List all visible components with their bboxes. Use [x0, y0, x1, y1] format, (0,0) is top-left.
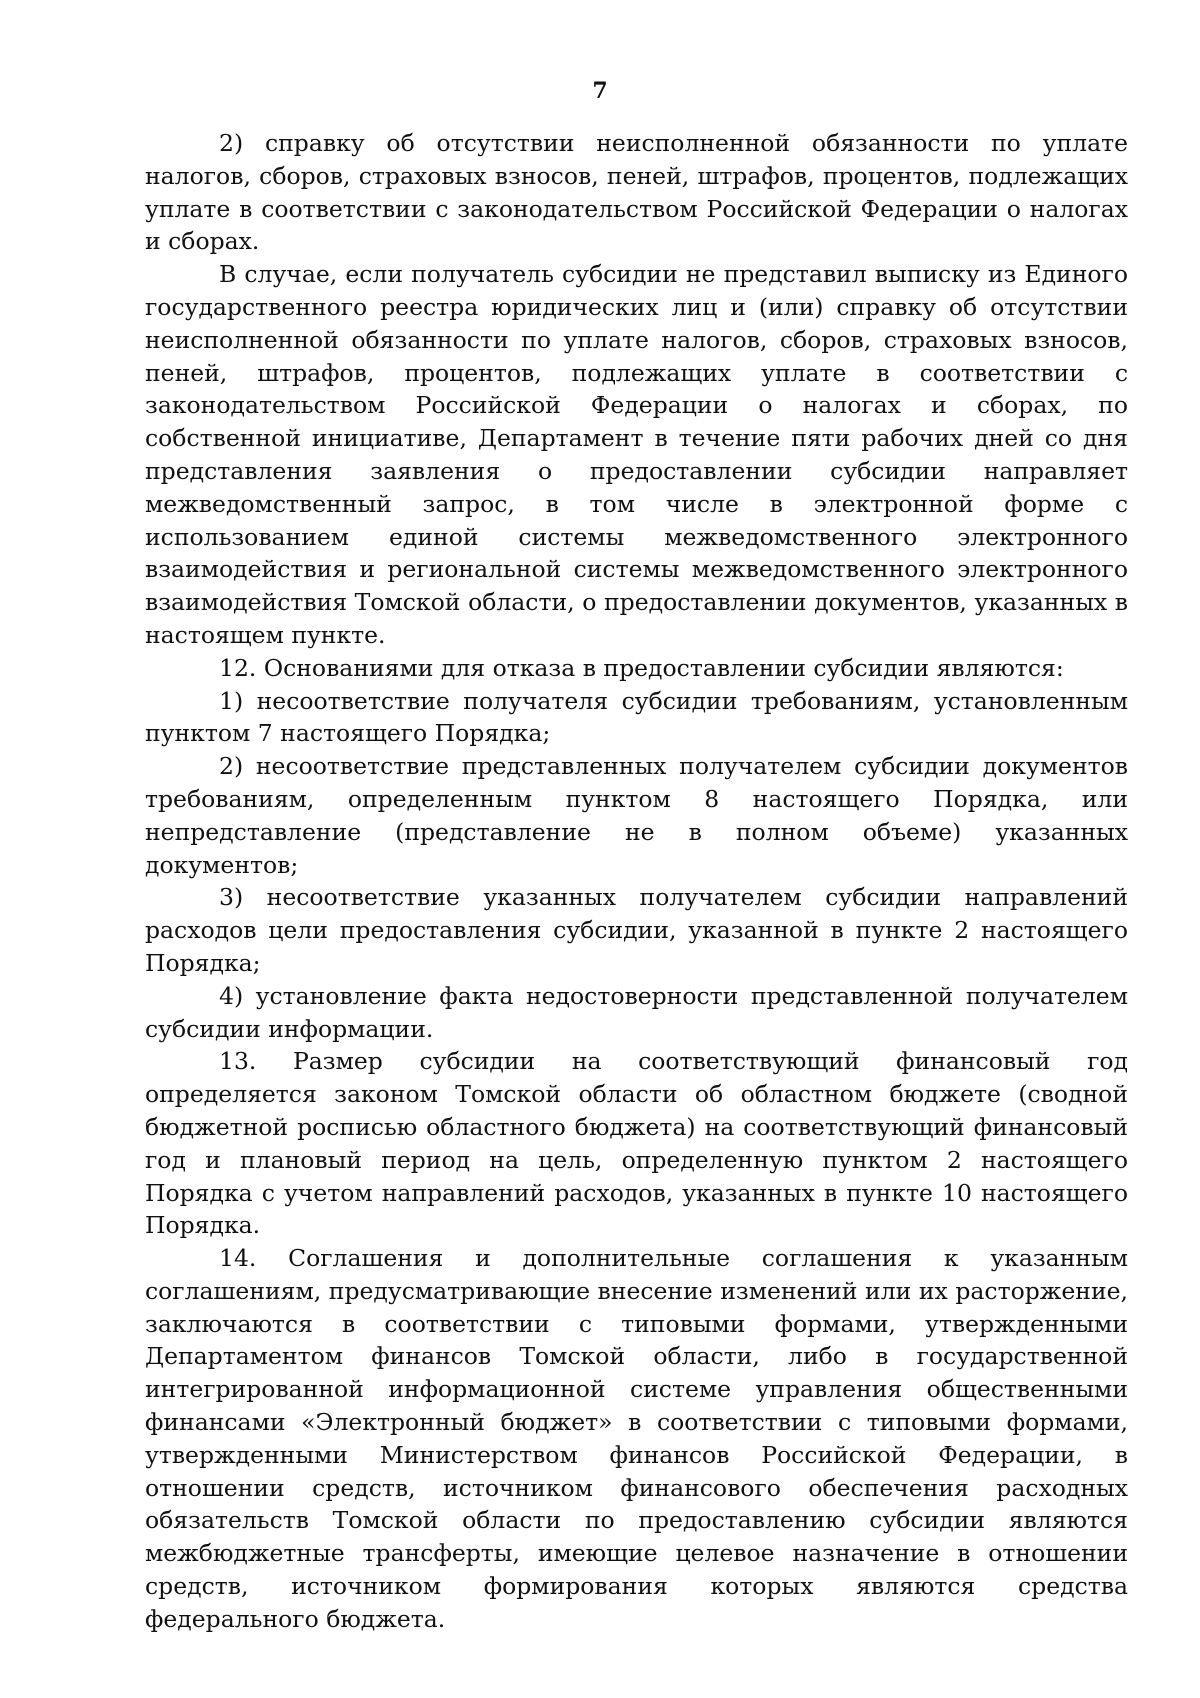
paragraph-interdepartmental-request: В случае, если получатель субсидии не представил выписку из Единого государственного реестра юридических лиц и (или) справку об отсутствии неисполненной обязанности по уплате налогов, сборов, страховых взносов, пеней, штрафов, процентов, подлежащих уплате в соответствии с законодательством Российской Федерации о налогах и сборах, по собственной инициативе, Департамент в течение пяти рабочих дней со дня представления заявления о предоставлении субсидии направляет межведомственный запрос, в том числе в электронной форме с использованием единой системы межведомственного электронного взаимодействия и региональной системы межведомственного электронного взаимодействия Томской области, о предоставлении документов, указанных в настоящем пункте.: [145, 260, 1128, 649]
document-body: [145, 127, 1128, 1636]
paragraph-refusal-ground-4: 4) установление факта недостоверности представленной получателем субсидии информации.: [145, 981, 1128, 1043]
paragraph-tax-certificate: 2) справку об отсутствии неисполненной обязанности по уплате налогов, сборов, страховых взносов, пеней, штрафов, процентов, подлежащих уплате в соответствии с законодательством Российской Федерации о налогах и сборах.: [145, 129, 1128, 256]
paragraph-subsidy-amount: 13. Размер субсидии на соответствующий финансовый год определяется законом Томской области об областном бюджете (сводной бюджетной росписью областного бюджета) на соответствующий финансовый год и плановый период на цель, определенную пунктом 2 настоящего Порядка с учетом направлений расходов, указанных в пункте 10 настоящего Порядка.: [145, 1047, 1128, 1240]
page-number: 7: [592, 78, 608, 104]
paragraph-refusal-grounds-heading: 12. Основаниями для отказа в предоставлении субсидии являются:: [219, 653, 1064, 682]
paragraph-agreements: 14. Соглашения и дополнительные соглашения к указанным соглашениям, предусматривающие внесение изменений или их расторжение, заключаются в соответствии с типовыми формами, утвержденными Департаментом финансов Томской области, либо в государственной интегрированной информационной системе управления общественными финансами «Электронный бюджет» в соответствии с типовыми формами, утвержденными Министерством финансов Российской Федерации, в отношении средств, источником финансового обеспечения расходных обязательств Томской области по предоставлению субсидии являются межбюджетные трансферты, имеющие целевое назначение в отношении средств, источником формирования которых являются средства федерального бюджета.: [145, 1244, 1128, 1633]
paragraph-refusal-ground-1: 1) несоответствие получателя субсидии требованиям, установленным пунктом 7 настоящего Порядка;: [145, 686, 1128, 748]
paragraph-refusal-ground-2: 2) несоответствие представленных получателем субсидии документов требованиям, определенным пунктом 8 настоящего Порядка, или непредставление (представление не в полном объеме) указанных документов;: [145, 752, 1128, 879]
paragraph-refusal-ground-3: 3) несоответствие указанных получателем субсидии направлений расходов цели предоставления субсидии, указанной в пункте 2 настоящего Порядка;: [145, 883, 1128, 977]
